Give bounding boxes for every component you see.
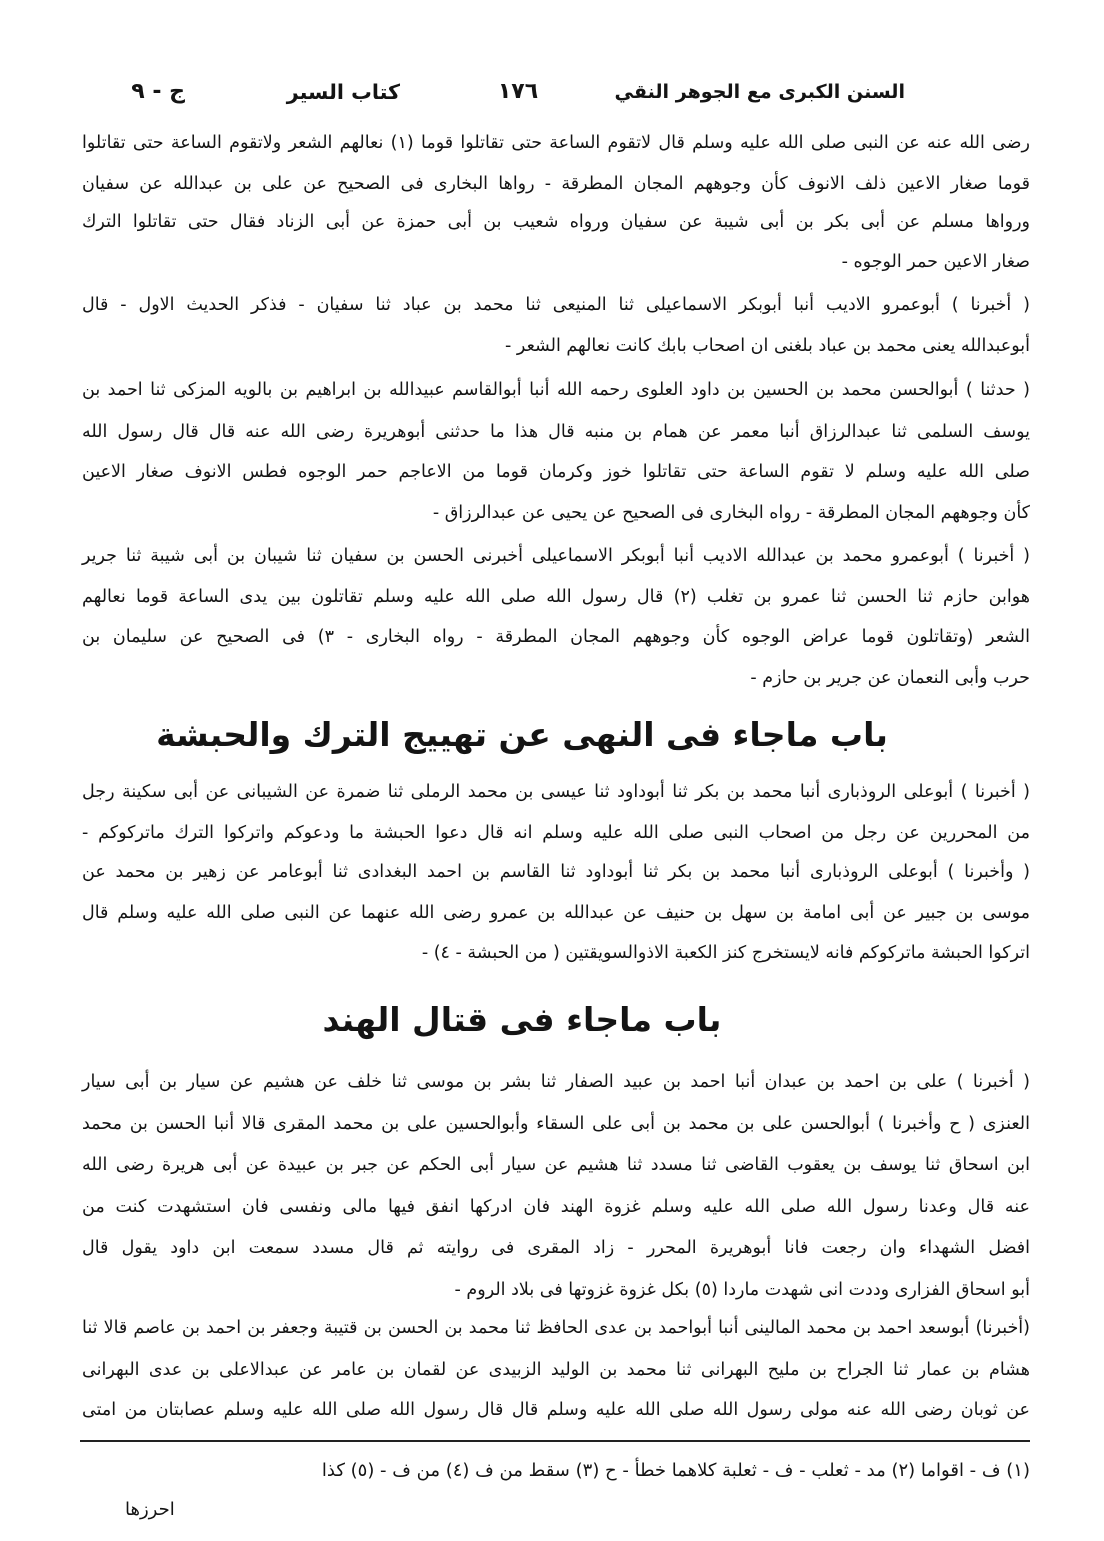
text-line: صلى الله عليه وسلم لا تقوم الساعة حتى تقاتلوا خوز وكرمان قوما من الاعاجم حمر الوجوه فطس الانوف صغار الاعين [82, 462, 1030, 482]
running-title: السنن الكبرى مع الجوهر النقي [614, 81, 905, 103]
volume-number: ج - ٩ [131, 79, 185, 104]
text-line: من المحررين عن رجل من اصحاب النبى صلى الله عليه وسلم انه قال دعوا الحبشة ما ودعوكم واتركوا الترك ماتركوكم - [82, 823, 1030, 843]
text-line: رضى الله عنه عن النبى صلى الله عليه وسلم قال لاتقوم الساعة حتى تقاتلوا قوما (١) نعالهم الشعر ولاتقوم الساعة حتى تقاتلوا [82, 133, 1030, 153]
text-line: ( أخبرنا ) أبوعمرو الاديب أنبا أبوبكر الاسماعيلى ثنا المنيعى ثنا محمد بن عباد ثنا سفيان - فذكر الحديث الاول - قال [82, 295, 1030, 315]
text-line: ( أخبرنا ) أبوعمرو محمد بن عبدالله الاديب أنبا أبوبكر الاسماعيلى أخبرنى الحسن بن سفيان ثنا شيبان بن أبى شيبة ثنا جرير [82, 546, 1030, 566]
section-heading: باب ماجاء فى النهى عن تهييج الترك والحبشة [156, 715, 888, 754]
text-line: (أخبرنا) أبوسعد احمد بن محمد المالينى أنبا أبواحمد بن عدى الحافظ ثنا محمد بن الحسن بن قتيبة وجعفر بن احمد بن عاصم قالا ثنا [82, 1318, 1030, 1338]
text-line: حرب وأبى النعمان عن جرير بن حازم - [750, 668, 1030, 688]
text-line: ( أخبرنا ) على بن احمد بن عبدان أنبا احمد بن عبيد الصفار ثنا بشر بن موسى ثنا خلف عن هشيم عن سيار بن أبى سيار [82, 1072, 1030, 1092]
text-line: قوما صغار الاعين ذلف الانوف كأن وجوههم المجان المطرقة - رواها البخارى فى الصحيح عن على بن عبدالله عن سفيان [82, 174, 1030, 194]
footnote-line: (١) ف - اقواما (٢) مد - ثعلب - ف - ثعلبة كلاهما خطأ - ح (٣) سقط من ف (٤) من ف - (٥) كذا [321, 1460, 1030, 1481]
text-line: أبوعبدالله يعنى محمد بن عباد بلغنى ان اصحاب بابك كانت نعالهم الشعر - [505, 336, 1030, 356]
text-line: موسى بن جبير عن أبى امامة بن سهل بن حنيف عن عبدالله بن عمرو رضى الله عنهما عن النبى صلى الله عليه وسلم قال [82, 903, 1030, 923]
text-line: كأن وجوههم المجان المطرقة - رواه البخارى فى الصحيح عن يحيى عن عبدالرزاق - [432, 503, 1030, 523]
text-line: اتركوا الحبشة ماتركوكم فانه لايستخرج كنز الكعبة الاذوالسويقتين ( من الحبشة - ٤) - [421, 943, 1030, 963]
section-heading: باب ماجاء فى قتال الهند [322, 1000, 722, 1039]
text-line: هشام بن عمار ثنا الجراح بن مليح البهرانى ثنا محمد بن الوليد الزبيدى عن لقمان بن عامر عن عبدالاعلى بن عدى البهرانى [82, 1360, 1030, 1380]
text-line: الشعر (وتقاتلون قوما عراض الوجوه كأن وجوههم المجان المطرقة - رواه البخارى - ٣) فى الصحيح عن سليمان بن [82, 627, 1030, 647]
text-line: ( حدثنا ) أبوالحسن محمد بن الحسين بن داود العلوى رحمه الله أنبا أبوالقاسم عبيدالله بن ابراهيم بن بالويه المزكى ثنا احمد بن [82, 380, 1030, 400]
text-line: عن ثوبان رضى الله عنه مولى رسول الله صلى الله عليه وسلم قال قال رسول الله صلى الله عليه وسلم عصابتان من امتى [82, 1400, 1030, 1420]
text-line: عنه قال وعدنا رسول الله صلى الله عليه وسلم غزوة الهند فان ادركها انفق فيها مالى ونفسى فان استشهدت كنت من [82, 1197, 1030, 1217]
text-line: صغار الاعين حمر الوجوه - [841, 252, 1030, 272]
footnote-separator [80, 1440, 1030, 1442]
text-line: هوابن حازم ثنا الحسن ثنا عمرو بن تغلب (٢) قال رسول الله صلى الله عليه وسلم تقاتلون بين يدى الساعة قوما نعالهم [82, 587, 1030, 607]
text-line: يوسف السلمى ثنا عبدالرزاق أنبا معمر عن همام بن منبه قال هذا ما حدثنى أبوهريرة رضى الله عنه قال قال رسول الله [82, 422, 1030, 442]
text-line: ( وأخبرنا ) أبوعلى الروذبارى أنبا محمد بن بكر ثنا أبوداود ثنا القاسم بن احمد البغدادى ثنا أبوعامر عن زهير بن محمد عن [82, 862, 1030, 882]
footnote-continuation: احرزها [125, 1499, 175, 1520]
text-line: أبو اسحاق الفزارى وددت انى شهدت ماردا (٥) بكل غزوة غزوتها فى بلاد الروم - [454, 1280, 1030, 1300]
text-line: ابن اسحاق ثنا يوسف بن يعقوب القاضى ثنا مسدد ثنا هشيم عن سيار أبى الحكم عن جبر بن عبيدة عن أبى هريرة رضى الله [82, 1155, 1030, 1175]
text-line: افضل الشهداء وان رجعت فانا أبوهريرة المحرر - زاد المقرى فى روايته ثم قال مسدد سمعت ابن داود يقول قال [82, 1238, 1030, 1258]
text-line: العنزى ( ح وأخبرنا ) أبوالحسن على بن محمد بن أبى على السقاء وأبوالحسين على بن محمد المقرى قالا أنبا الحسن بن محمد [82, 1114, 1030, 1134]
book-title: كتاب السير [286, 80, 400, 104]
text-line: ورواها مسلم عن أبى بكر بن أبى شيبة عن سفيان ورواه شعيب بن أبى حمزة عن أبى الزناد فقال حتى تقاتلوا الترك [82, 212, 1030, 232]
page-number: ١٧٦ [497, 79, 539, 104]
text-line: ( أخبرنا ) أبوعلى الروذبارى أنبا محمد بن بكر ثنا أبوداود ثنا عيسى بن محمد الرملى ثنا ضمرة عن الشيبانى عن أبى سكينة رجل [82, 782, 1030, 802]
